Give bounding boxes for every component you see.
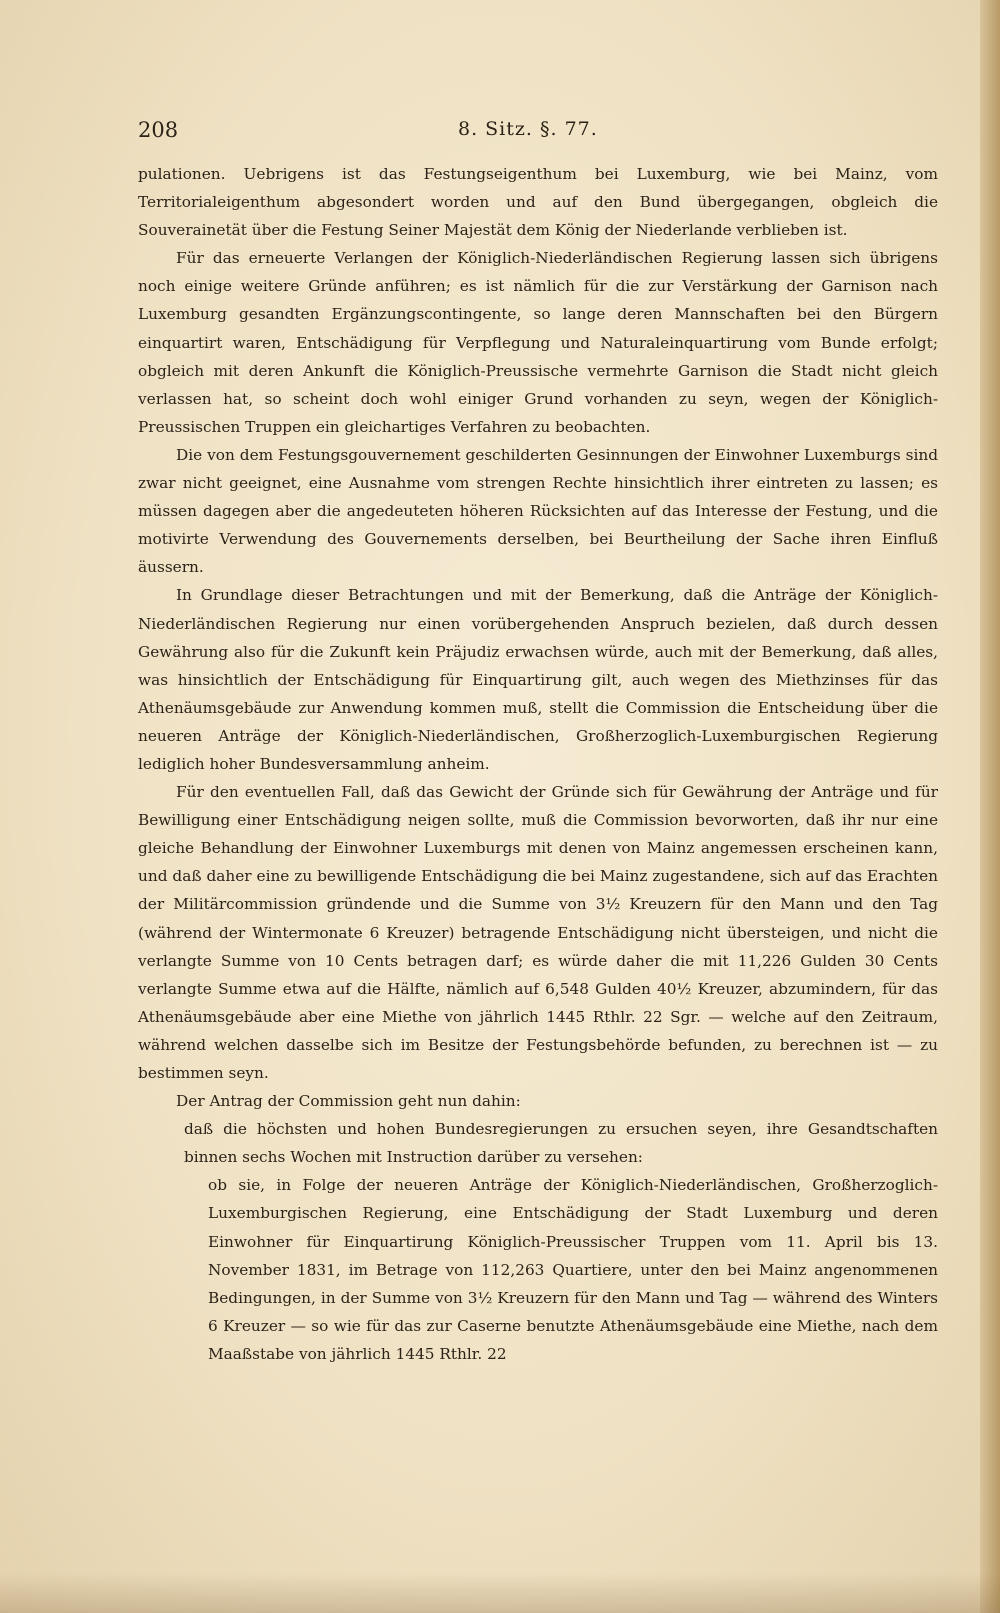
paragraph: pulationen. Uebrigens ist das Festungseigenthum bei Luxemburg, wie bei Mainz, vom Territorialeigenthum abgesondert worden und auf den Bund übergegangen, obgleich die Souverainetät über die Festung Seiner Majestät dem König der Niederlande verblieben ist. xyxy=(138,165,938,240)
paragraph: daß die höchsten und hohen Bundesregierungen zu ersuchen seyen, ihre Gesandtschaften binnen sechs Wochen mit Instruction darüber zu versehen: xyxy=(184,1120,938,1167)
page-header xyxy=(138,118,928,148)
paragraph: Der Antrag der Commission geht nun dahin: xyxy=(176,1092,521,1111)
paragraph: In Grundlage dieser Betrachtungen und mit der Bemerkung, daß die Anträge der Königlich-Niederländischen Regierung nur einen vorübergehenden Anspruch bezielen, daß durch dessen Gewährung also für die Zukunft kein Präjudiz erwachsen würde, auch mit der Bemerkung, daß alles, was hinsichtlich der Entschädigung für Einquartirung gilt, auch wegen des Miethzinses für das Athenäumsgebäude zur Anwendung kommen muß, stellt die Commission die Entscheidung über die neueren Anträge der Königlich-Niederländischen, Großherzoglich-Luxemburgischen Regierung lediglich hoher Bundesversammlung anheim. xyxy=(138,586,938,773)
paragraph: Für den eventuellen Fall, daß das Gewicht der Gründe sich für Gewährung der Anträge und für Bewilligung einer Entschädigung neigen sollte, muß die Commission bevorworten, daß ihr nur eine gleiche Behandlung der Einwohner Luxemburgs mit denen von Mainz angemessen erscheinen kann, und daß daher eine zu bewilligende Entschädigung die bei Mainz zugestandene, sich auf das Erachten der Militärcommission gründende und die Summe von 3½ Kreuzern für den Mann und den Tag (während der Wintermonate 6 Kreuzer) betragende Entschädigung nicht übersteigen, und nicht die verlangte Summe von 10 Cents betragen darf; es würde daher die mit 11,226 Gulden 30 Cents verlangte Summe etwa auf die Hälfte, nämlich auf 6,548 Gulden 40½ Kreuzer, abzumindern, für das Athenäumsgebäude aber eine Miethe von jährlich 1445 Rthlr. 22 Sgr. — welche auf den Zeitraum, während welchen dasselbe sich im Besitze der Festungsbehörde befunden, zu berechnen ist — zu bestimmen seyn. xyxy=(138,783,938,1082)
page-shadow xyxy=(0,1573,1000,1613)
page-edge xyxy=(980,0,1000,1613)
paragraph: Die von dem Festungsgouvernement geschilderten Gesinnungen der Einwohner Luxemburgs sind zwar nicht geeignet, eine Ausnahme vom strengen Rechte hinsichtlich ihrer eintreten zu lassen; es müssen dagegen aber die angedeuteten höheren Rücksichten auf das Interesse der Festung, und die motivirte Verwendung des Gouvernements derselben, bei Beurtheilung der Sache ihren Einfluß äussern. xyxy=(138,445,938,577)
running-head: 8. Sitz. §. 77. xyxy=(458,118,598,140)
paragraph: Für das erneuerte Verlangen der Königlich-Niederländischen Regierung lassen sich übrigens noch einige weitere Gründe anführen; es ist nämlich für die zur Verstärkung der Garnison nach Luxemburg gesandten Ergänzungscontingente, so lange deren Mannschaften bei den Bürgern einquartirt waren, Entschädigung für Verpflegung und Naturaleinquartirung vom Bunde erfolgt; obgleich mit deren Ankunft die Königlich-Preussische vermehrte Garnison die Stadt nicht gleich verlassen hat, so scheint doch wohl einiger Grund vorhanden zu seyn, wegen der Königlich-Preussischen Truppen ein gleichartiges Verfahren zu beobachten. xyxy=(138,249,938,436)
body-text xyxy=(138,160,938,1368)
paragraph: ob sie, in Folge der neueren Anträge der Königlich-Niederländischen, Großherzoglich-Luxemburgischen Regierung, eine Entschädigung der Stadt Luxemburg und deren Einwohner für Einquartirung Königlich-Preussischer Truppen vom 11. April bis 13. November 1831, im Betrage von 112,263 Quartiere, unter den bei Mainz angenommenen Bedingungen, in der Summe von 3½ Kreuzern für den Mann und Tag — während des Winters 6 Kreuzer — so wie für das zur Caserne benutzte Athenäumsgebäude eine Miethe, nach dem Maaßstabe von jährlich 1445 Rthlr. 22 xyxy=(208,1176,938,1363)
page-number: 208 xyxy=(138,118,179,142)
